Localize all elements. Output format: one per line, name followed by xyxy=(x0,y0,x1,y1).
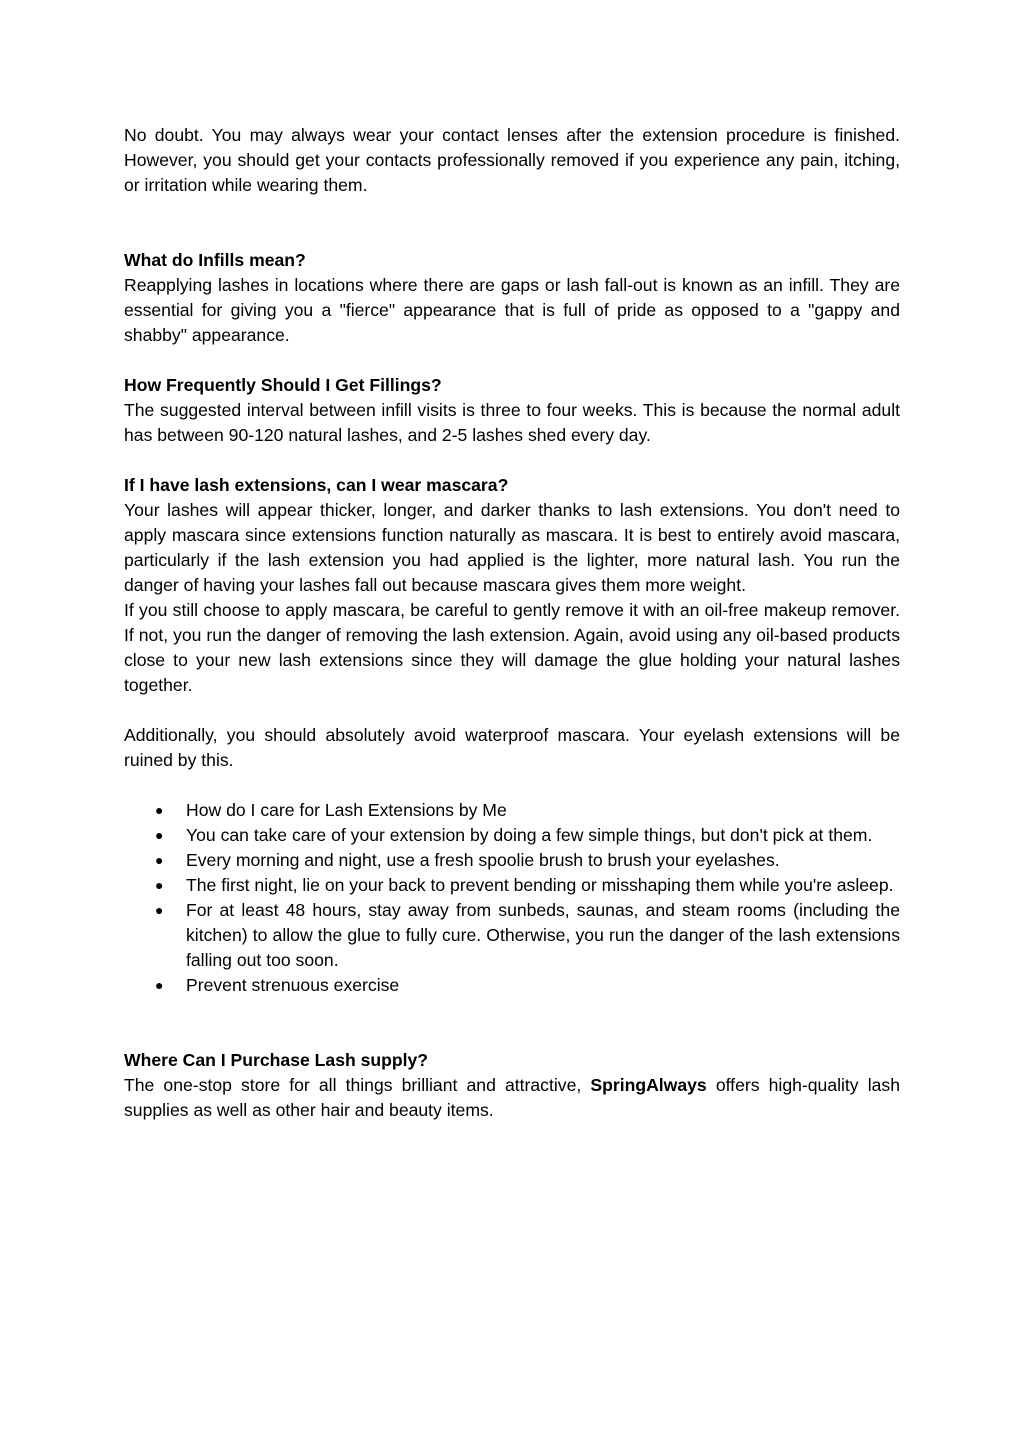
list-item: ● For at least 48 hours, stay away from sunbeds, saunas, and steam rooms (including the kitchen) to allow the glue to fully cure. Otherwise, you run the danger of the lash extensions falling out too soon. xyxy=(155,900,900,970)
list-item: ● Prevent strenuous exercise xyxy=(124,973,900,998)
list-item: ● Every morning and night, use a fresh spoolie brush to brush your eyelashes. xyxy=(124,848,900,873)
infills-heading: What do Infills mean? xyxy=(124,250,306,270)
bullet-icon: ● xyxy=(155,827,164,843)
brand-name: SpringAlways xyxy=(590,1075,707,1095)
bullet-icon: ● xyxy=(155,802,164,818)
bullet-icon: ● xyxy=(155,977,164,993)
intro-paragraph: No doubt. You may always wear your contact lenses after the extension procedure is finished. However, you should get your contacts professionally removed if you experience any pain, itching, or irritation while wearing them. xyxy=(124,125,900,195)
purchase-heading: Where Can I Purchase Lash supply? xyxy=(124,1050,429,1070)
list-item: ● The first night, lie on your back to prevent bending or misshaping them while you're asleep. xyxy=(124,873,900,898)
list-item: ● You can take care of your extension by doing a few simple things, but don't pick at them. xyxy=(124,823,900,848)
fillings-paragraph: The suggested interval between infill visits is three to four weeks. This is because the normal adult has between 90-120 natural lashes, and 2-5 lashes shed every day. xyxy=(124,400,900,445)
infills-paragraph: Reapplying lashes in locations where there are gaps or lash fall-out is known as an infill. They are essential for giving you a "fierce" appearance that is full of pride as opposed to a "gappy and shabby" appearance. xyxy=(124,275,900,345)
mascara-paragraph: Your lashes will appear thicker, longer, and darker thanks to lash extensions. You don't need to apply mascara since extensions function naturally as mascara. It is best to entirely avoid mascara, particularly if the lash extension you had applied is the lighter, more natural lash. You run the danger of having your lashes fall out because mascara gives them more weight. xyxy=(124,500,900,595)
bullet-icon: ● xyxy=(155,877,164,893)
bullet-icon: ● xyxy=(155,902,164,918)
document-body xyxy=(124,123,900,1123)
purchase-paragraph: The one-stop store for all things brilliant and attractive, SpringAlways offers high-quality lash supplies as well as other hair and beauty items. xyxy=(124,1075,900,1120)
mascara-paragraph-2: If you still choose to apply mascara, be careful to gently remove it with an oil-free makeup remover. If not, you run the danger of removing the lash extension. Again, avoid using any oil-based products close to your new lash extensions since they will damage the glue holding your natural lashes together. xyxy=(124,600,900,695)
fillings-heading: How Frequently Should I Get Fillings? xyxy=(124,375,442,395)
list-item: ● How do I care for Lash Extensions by Me xyxy=(124,798,900,823)
waterproof-paragraph: Additionally, you should absolutely avoid waterproof mascara. Your eyelash extensions will be ruined by this. xyxy=(124,725,900,770)
bullet-icon: ● xyxy=(155,852,164,868)
mascara-heading: If I have lash extensions, can I wear mascara? xyxy=(124,475,509,495)
care-bullet-list xyxy=(124,798,900,998)
